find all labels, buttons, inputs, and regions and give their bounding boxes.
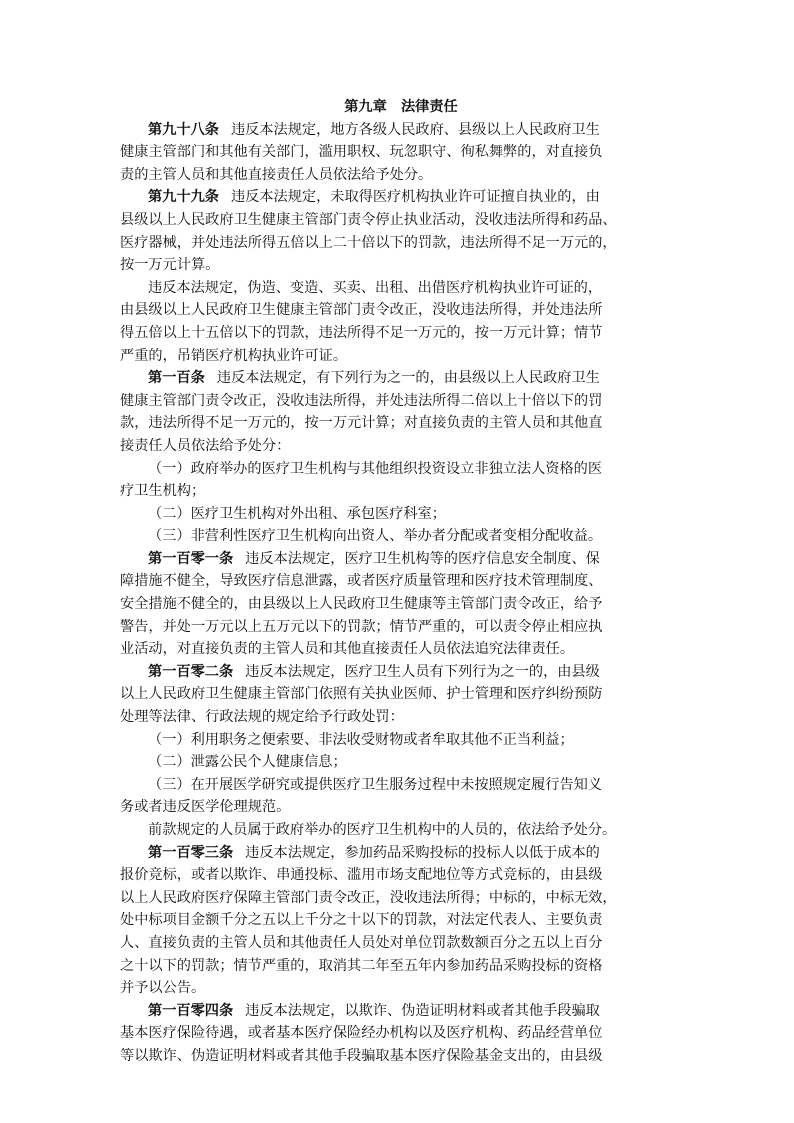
chapter-title: 第九章 法律责任 — [344, 99, 458, 115]
text-line — [120, 367, 682, 390]
text-line — [120, 887, 682, 910]
paragraph — [120, 819, 682, 842]
text-line — [120, 254, 682, 277]
text-line — [120, 661, 682, 684]
line-text: （一）利用职务之便索要、非法收受财物或者牟取其他不正当利益； — [148, 731, 574, 748]
paragraph — [120, 503, 682, 526]
paragraph — [120, 548, 682, 661]
article-heading: 第九十九条 — [148, 189, 219, 206]
line-text: 违反本法规定，以欺诈、伪造证明材料或者其他手段骗取 — [245, 1002, 600, 1019]
line-text: 得五倍以上十五倍以下的罚款，违法所得不足一万元的，按一万元计算；情节 — [120, 324, 603, 341]
line-text: 县级以上人民政府卫生健康主管部门责令停止执业活动，没收违法所得和药品、 — [120, 211, 617, 228]
paragraph — [120, 458, 682, 503]
text-line — [120, 955, 682, 978]
line-text: 并予以公告。 — [120, 980, 206, 997]
line-text: （一）政府举办的医疗卫生机构与其他组织投资设立非独立法人资格的医 — [148, 460, 603, 477]
text-line — [120, 570, 682, 593]
line-text: 警告，并处一万元以上五万元以下的罚款；情节严重的，可以责令停止相应执 — [120, 618, 603, 635]
text-line — [120, 299, 682, 322]
text-line — [120, 390, 682, 413]
text-line — [120, 796, 682, 819]
paragraph — [120, 774, 682, 819]
line-text: 违反本法规定，地方各级人民政府、县级以上人民政府卫生 — [230, 121, 600, 138]
document-page — [120, 96, 682, 1068]
line-text: 疗卫生机构； — [120, 483, 206, 500]
line-text: 违反本法规定，未取得医疗机构执业许可证擅自执业的，由 — [230, 189, 600, 206]
line-text: 障措施不健全，导致医疗信息泄露，或者医疗质量管理和医疗技术管理制度、 — [120, 573, 603, 590]
line-text: 违反本法规定，医疗卫生人员有下列行为之一的，由县级 — [245, 663, 600, 680]
text-line — [120, 141, 682, 164]
document-body — [120, 119, 682, 1068]
line-text: 之十以下的罚款；情节严重的，取消其二年至五年内参加药品采购投标的资格 — [120, 957, 603, 974]
text-line — [120, 774, 682, 797]
paragraph — [120, 277, 682, 367]
text-line — [120, 435, 682, 458]
paragraph — [120, 367, 682, 457]
line-text: 等以欺诈、伪造证明材料或者其他手段骗取基本医疗保险基金支出的，由县级 — [120, 1047, 603, 1064]
line-text: 报价竞标，或者以欺诈、串通投标、滥用市场支配地位等方式竞标的，由县级 — [120, 867, 603, 884]
article-heading: 第一百零二条 — [148, 663, 234, 680]
paragraph — [120, 186, 682, 276]
line-text: 人、直接负责的主管人员和其他责任人员处对单位罚款数额百分之五以上百分 — [120, 934, 603, 951]
line-text: 严重的，吊销医疗机构执业许可证。 — [120, 347, 348, 364]
text-line — [120, 977, 682, 1000]
text-line — [120, 616, 682, 639]
line-text: 处中标项目金额千分之五以上千分之十以下的罚款，对法定代表人、主要负责 — [120, 912, 603, 929]
text-line — [120, 1000, 682, 1023]
text-line — [120, 119, 682, 142]
line-text: 务或者违反医学伦理规范。 — [120, 799, 291, 816]
line-text: 健康主管部门责令改正，没收违法所得，并处违法所得二倍以上十倍以下的罚 — [120, 392, 603, 409]
line-text: 接责任人员依法给予处分： — [120, 437, 291, 454]
line-text: 由县级以上人民政府卫生健康主管部门责令改正，没收违法所得，并处违法所 — [120, 302, 603, 319]
line-text: 违反本法规定，参加药品采购投标的投标人以低于成本的 — [245, 844, 600, 861]
line-text: 以上人民政府卫生健康主管部门依照有关执业医师、护士管理和医疗纠纷预防 — [120, 686, 603, 703]
paragraph — [120, 729, 682, 752]
text-line — [120, 819, 682, 842]
text-line — [120, 683, 682, 706]
text-line — [120, 842, 682, 865]
paragraph — [120, 842, 682, 1000]
text-line — [120, 503, 682, 526]
paragraph — [120, 661, 682, 729]
text-line — [120, 232, 682, 255]
line-text: （三）在开展医学研究或提供医疗卫生服务过程中未按照规定履行告知义 — [148, 776, 603, 793]
line-text: （三）非营利性医疗卫生机构向出资人、举办者分配或者变相分配收益。 — [148, 528, 603, 545]
line-text: 违反本法规定，有下列行为之一的，由县级以上人民政府卫生 — [216, 370, 600, 387]
line-text: 业活动，对直接负责的主管人员和其他直接责任人员依法追究法律责任。 — [120, 641, 575, 658]
line-text: 违反本法规定，伪造、变造、买卖、出租、出借医疗机构执业许可证的， — [148, 279, 603, 296]
text-line — [120, 1022, 682, 1045]
text-line — [120, 1045, 682, 1068]
text-line — [120, 209, 682, 232]
text-line — [120, 277, 682, 300]
line-text: 按一万元计算。 — [120, 257, 220, 274]
paragraph — [120, 1000, 682, 1068]
text-line — [120, 548, 682, 571]
text-line — [120, 412, 682, 435]
text-line — [120, 480, 682, 503]
article-heading: 第一百条 — [148, 370, 205, 387]
line-text: （二）医疗卫生机构对外出租、承包医疗科室； — [148, 505, 446, 522]
line-text: 医疗器械，并处违法所得五倍以上二十倍以下的罚款，违法所得不足一万元的， — [120, 234, 617, 251]
text-line — [120, 751, 682, 774]
article-heading: 第一百零三条 — [148, 844, 234, 861]
paragraph — [120, 119, 682, 187]
text-line — [120, 593, 682, 616]
line-text: 处理等法律、行政法规的规定给予行政处罚： — [120, 709, 404, 726]
text-line — [120, 164, 682, 187]
paragraph — [120, 751, 682, 774]
text-line — [120, 706, 682, 729]
article-heading: 第一百零一条 — [148, 550, 234, 567]
article-heading: 第九十八条 — [148, 121, 219, 138]
text-line — [120, 186, 682, 209]
text-line — [120, 322, 682, 345]
text-line — [120, 638, 682, 661]
text-line — [120, 458, 682, 481]
text-line — [120, 525, 682, 548]
text-line — [120, 864, 682, 887]
line-text: 违反本法规定，医疗卫生机构等的医疗信息安全制度、保 — [245, 550, 600, 567]
line-text: 基本医疗保险待遇，或者基本医疗保险经办机构以及医疗机构、药品经营单位 — [120, 1025, 603, 1042]
text-line — [120, 932, 682, 955]
text-line — [120, 345, 682, 368]
line-text: 以上人民政府医疗保障主管部门责令改正，没收违法所得；中标的，中标无效， — [120, 889, 617, 906]
line-text: 健康主管部门和其他有关部门，滥用职权、玩忽职守、徇私舞弊的，对直接负 — [120, 144, 603, 161]
line-text: 前款规定的人员属于政府举办的医疗卫生机构中的人员的，依法给予处分。 — [148, 822, 617, 838]
line-text: 款，违法所得不足一万元的，按一万元计算；对直接负责的主管人员和其他直 — [120, 415, 603, 432]
article-heading: 第一百零四条 — [148, 1002, 234, 1019]
text-line — [120, 729, 682, 752]
paragraph — [120, 525, 682, 548]
line-text: 安全措施不健全的，由县级以上人民政府卫生健康等主管部门责令改正，给予 — [120, 596, 603, 613]
line-text: （二）泄露公民个人健康信息； — [148, 754, 347, 771]
text-line — [120, 909, 682, 932]
line-text: 责的主管人员和其他直接责任人员依法给予处分。 — [120, 166, 433, 183]
